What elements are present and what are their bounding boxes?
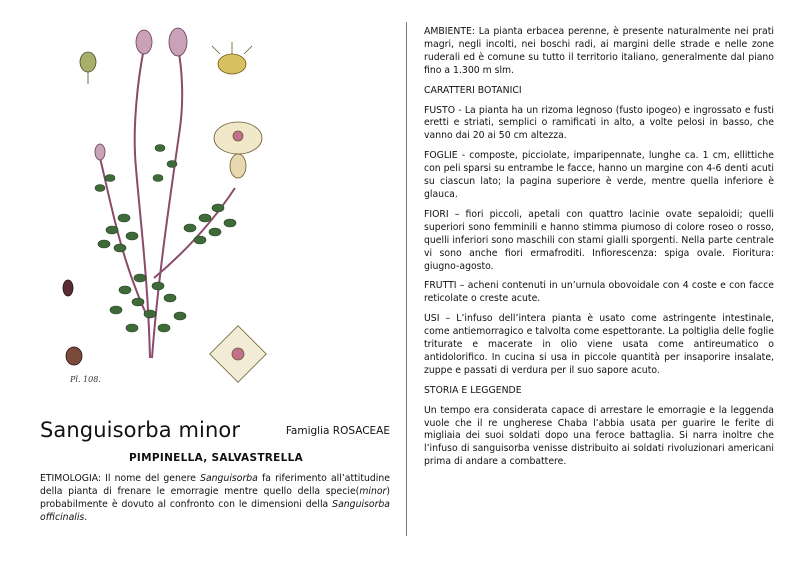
species-name: Sanguisorba minor	[40, 418, 241, 442]
column-divider	[406, 22, 407, 536]
frutti-paragraph: FRUTTI – acheni contenuti in un’urnula obovoidale con 4 coste e con facce reticolate o creste acute.	[424, 280, 774, 305]
common-names: PIMPINELLA, SALVASTRELLA	[128, 452, 304, 464]
storia-heading: STORIA E LEGGENDE	[424, 384, 522, 396]
plate-label: Pl. 108.	[70, 375, 101, 384]
detail-flower-bottom	[210, 326, 267, 383]
right-column	[424, 26, 774, 476]
detail-fruit	[63, 280, 82, 365]
botanical-illustration	[40, 18, 280, 390]
fiori-paragraph: FIORI – fiori piccoli, apetali con quattro lacinie ovate sepaloidi; quelli superiori sono femminili e hanno stimma piumoso di colore roseo o rosso, quelli inferiori sono maschili con stami gialli sporgenti. Nella parte centrale vi sono anche fiori ermafroditi. Infiorescenza: spiga ovale. Fioritura: giugno-agosto.	[424, 208, 774, 272]
fusto-paragraph: FUSTO - La pianta ha un rizoma legnoso (fusto ipogeo) e ingrossato e fusti eretti e striati, semplici o ramificati in alto, a volte pelosi in basso, che vanno dai 20 ai 50 cm altezza.	[424, 104, 774, 142]
usi-paragraph: USI – L’infuso dell’intera pianta è usato come astringente intestinale, come antiemorragico e talvolta come espettorante. La poltiglia delle foglie triturate e macerate in olio viene usata come antireumatico o antidolorifico. In cucina si usa in piccole quantità per insaporire insalate, zuppe e passati di verdura per il suo sapore acuto.	[424, 313, 774, 376]
detail-stamens	[212, 42, 252, 74]
detail-flower	[214, 122, 262, 178]
title-row	[40, 418, 392, 448]
family-name: Famiglia ROSACEAE	[285, 425, 390, 437]
flower-heads	[95, 28, 187, 160]
ambiente-paragraph: AMBIENTE: La pianta erbacea perenne, è presente naturalmente nei prati magri, negli incolti, nei boschi radi, ai margini delle strade e nelle zone ruderali ed è comune su tutto il territorio italiano, generalmente dal piano fino a 1.300 m slm.	[424, 26, 774, 76]
caratteri-heading: CARATTERI BOTANICI	[424, 84, 522, 96]
storia-paragraph: Un tempo era considerata capace di arrestare le emorragie e la leggenda vuole che il re ungherese Chaba l’abbia usata per guarire le ferite di migliaia dei suoi soldati dopo una feroce battaglia. Si narra inoltre che l’infuso di sanguisorba venisse distribuito ai soldati rivoluzionari americani prima di andare a combattere.	[424, 404, 774, 468]
foglie-paragraph: FOGLIE - composte, picciolate, imparipennate, lunghe ca. 1 cm, ellittiche con peli sparsi su entrambe le facce, hanno un margine con 4-6 denti acuti su ciascun lato; la pagina superiore è verde, mentre quella inferiore è glauca.	[424, 150, 774, 200]
etymology-paragraph: ETIMOLOGIA: Il nome del genere Sanguisorba fa riferimento all’attitudine della pianta di frenare le emorragie mentre quello della specie(minor) probabilmente è dovuto al confronto con le dimensioni della Sanguisorba officinalis.	[40, 473, 390, 523]
detail-bud	[80, 52, 96, 84]
etymology-label: ETIMOLOGIA:	[40, 473, 102, 484]
